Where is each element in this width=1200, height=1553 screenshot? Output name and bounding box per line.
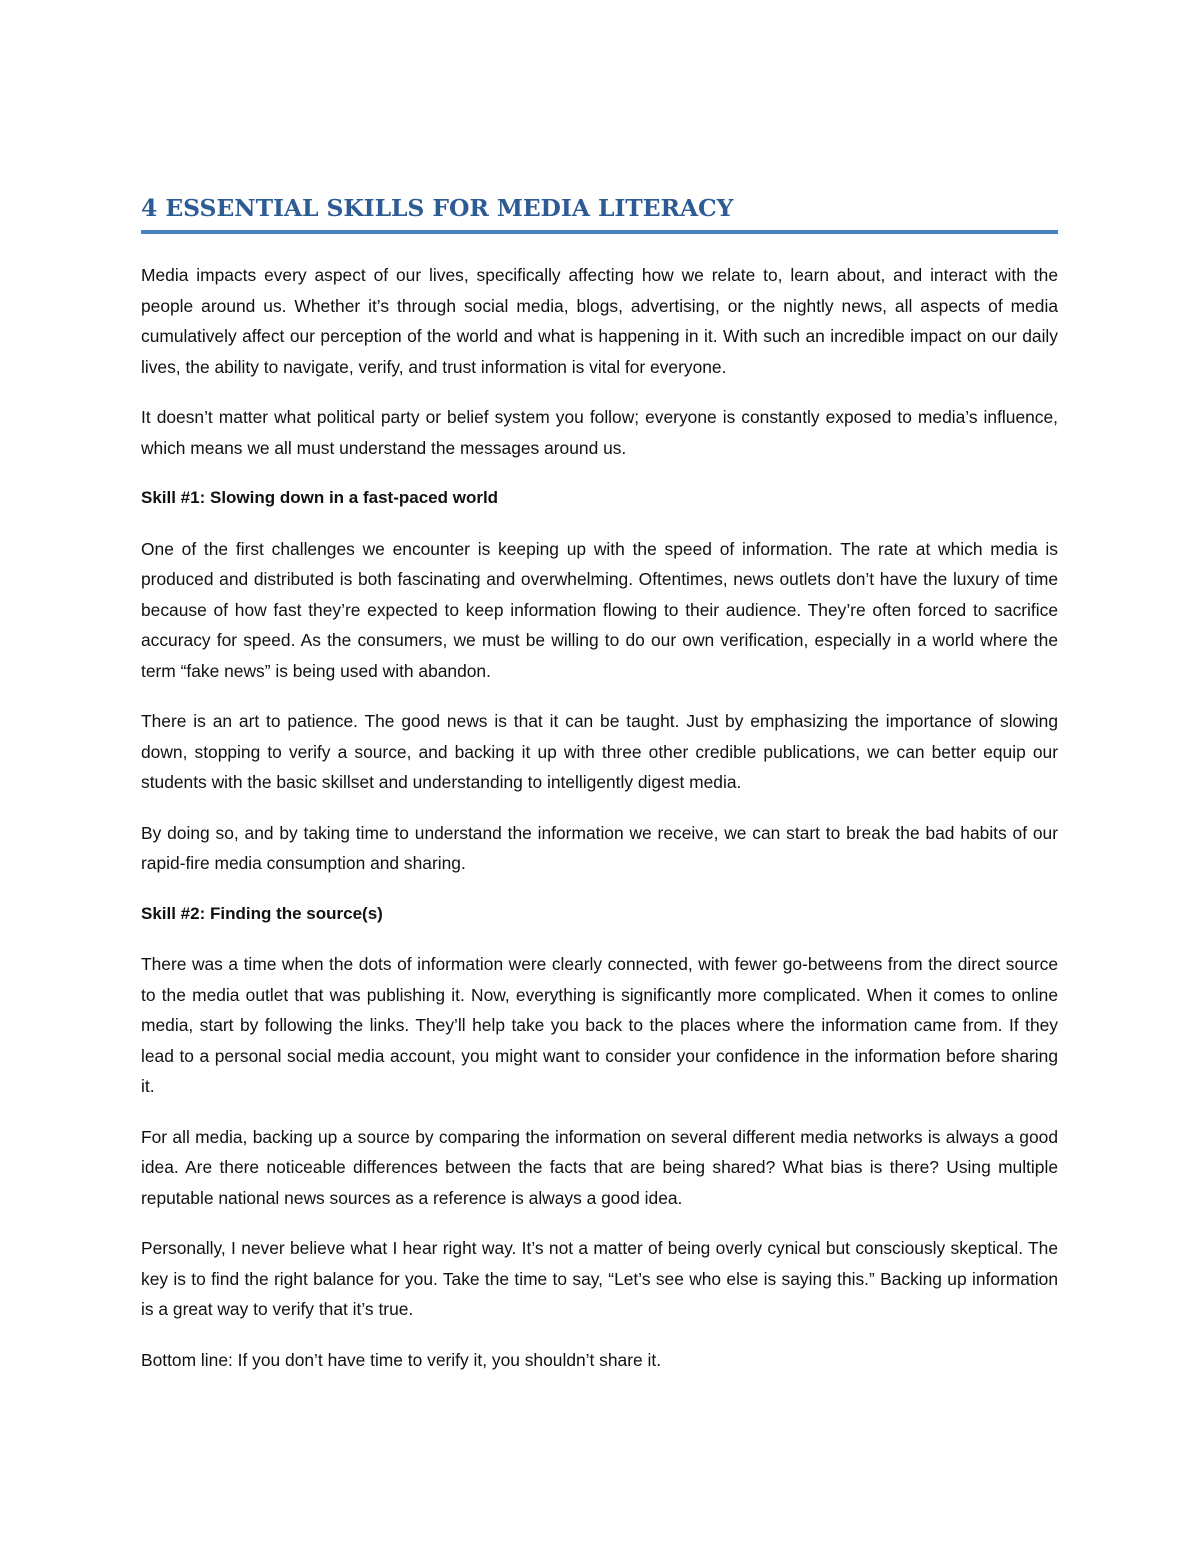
skill-1-paragraph-3: By doing so, and by taking time to understand the information we receive, we can start to break the bad habits of our rapid-fire media consumption and sharing. [141, 822, 1058, 873]
skill-2-paragraph-2: For all media, backing up a source by comparing the information on several different media networks is always a good idea. Are there noticeable differences between the facts that are being shared? What bias is there? Using multiple reputable national news sources as a reference is always a good idea. [141, 1126, 1058, 1208]
intro-paragraph-2: It doesn’t matter what political party or belief system you follow; everyone is constantly exposed to media’s influence, which means we all must understand the messages around us. [141, 407, 1058, 458]
title-underline-rule [141, 230, 1058, 234]
skill-2-paragraph-3: Personally, I never believe what I hear right way. It’s not a matter of being overly cynical but consciously skeptical. The key is to find the right balance for you. Take the time to say, “Let’s see who else is saying this.” Backing up information is a great way to verify that it’s true. [141, 1238, 1058, 1319]
skill-2-heading: Skill #2: Finding the source(s) [141, 903, 383, 923]
skill-1-heading: Skill #1: Slowing down in a fast-paced world [141, 488, 499, 507]
skill-2-paragraph-1: There was a time when the dots of information were clearly connected, with fewer go-betweens from the direct source to the media outlet that was publishing it. Now, everything is significantly more complicated. When it comes to online media, start by following the links. They’ll help take you back to the places where the information came from. If they lead to a personal social media account, you might want to consider your confidence in the information before sharing it. [141, 954, 1058, 1096]
document-title: 4 ESSENTIAL SKILLS FOR MEDIA LITERACY [141, 194, 734, 222]
skill-1-paragraph-1: One of the first challenges we encounter is keeping up with the speed of information. The rate at which media is produced and distributed is both fascinating and overwhelming. Oftentimes, news outlets don’t have the luxury of time because of how fast they’re expected to keep information flowing to their audience. They’re often forced to sacrifice accuracy for speed. As the consumers, we must be willing to do our own verification, especially in a world where the term “fake news” is being used with abandon. [141, 538, 1058, 681]
skill-1-paragraph-2: There is an art to patience. The good news is that it can be taught. Just by emphasizing the importance of slowing down, stopping to verify a source, and backing it up with three other credible publications, we can better equip our students with the basic skillset and understanding to intelligently digest media. [141, 711, 1058, 792]
intro-paragraph-1: Media impacts every aspect of our lives, specifically affecting how we relate to, learn about, and interact with the people around us. Whether it’s through social media, blogs, advertising, or the nightly news, all aspects of media cumulatively affect our perception of the world and what is happening in it. With such an incredible impact on our daily lives, the ability to navigate, verify, and trust information is vital for everyone. [141, 265, 1058, 377]
document-page [141, 192, 1058, 1395]
bottom-line-paragraph: Bottom line: If you don’t have time to verify it, you shouldn’t share it. [141, 1349, 662, 1370]
